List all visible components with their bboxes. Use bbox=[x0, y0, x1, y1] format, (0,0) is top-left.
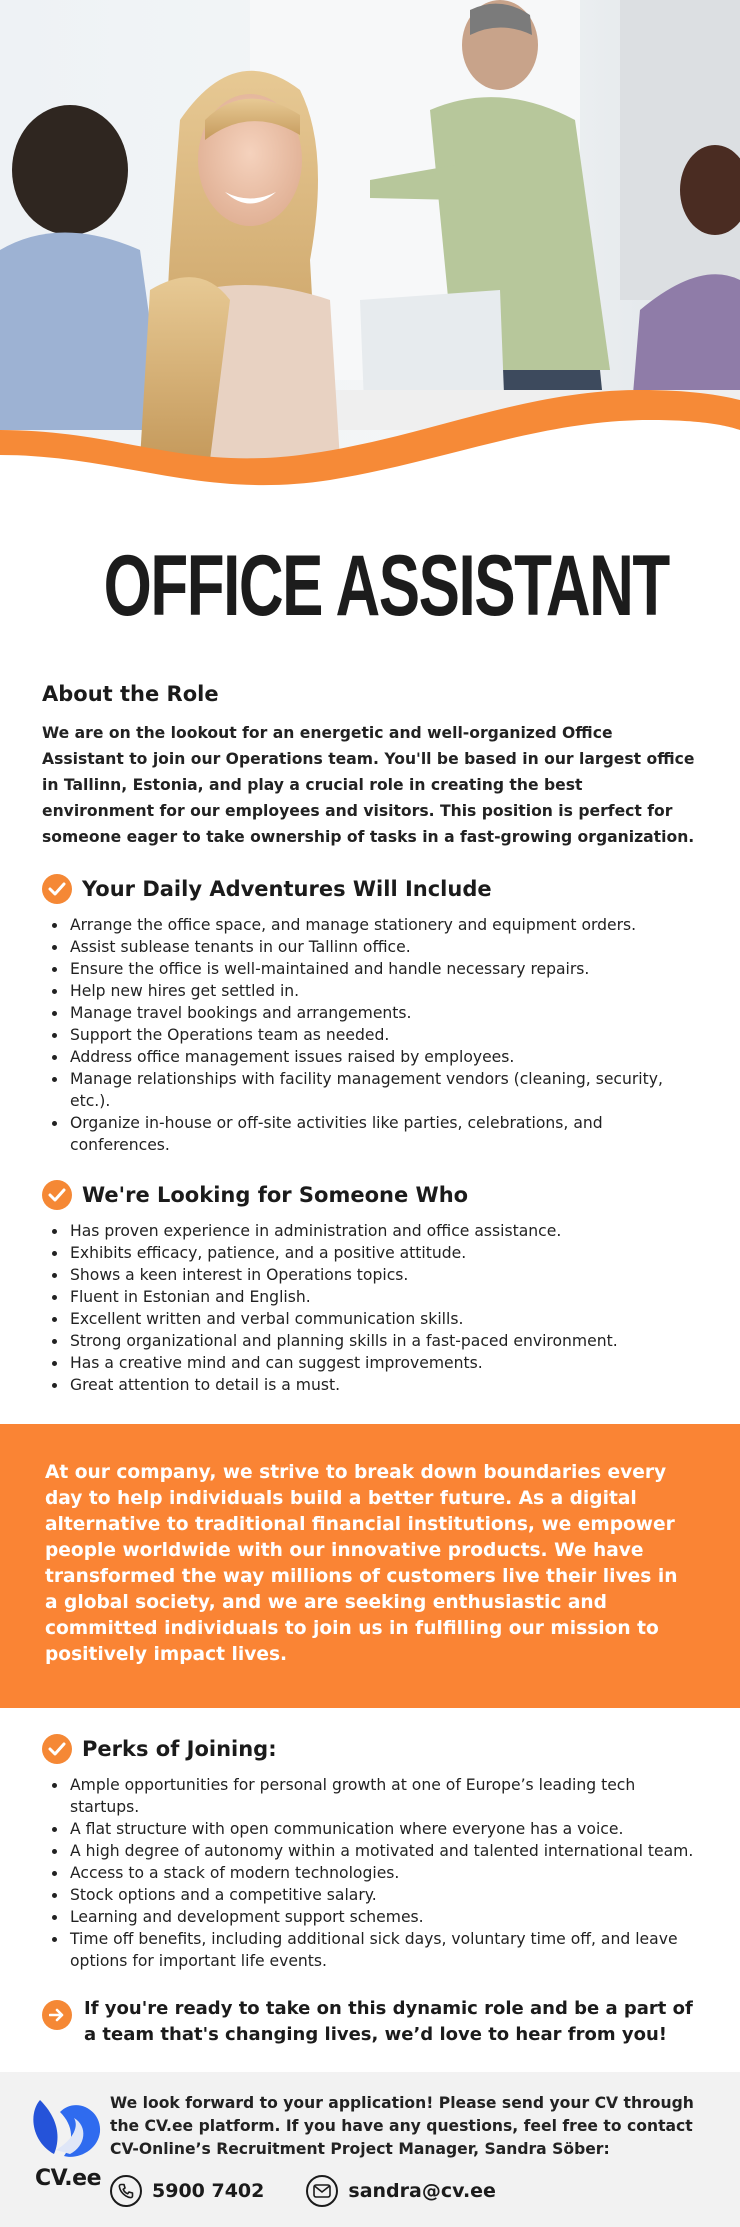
cv-ee-logo-mark bbox=[30, 2092, 106, 2164]
cta-text: If you're ready to take on this dynamic role and be a part of a team that's changing lives, we’d love to hear from you! bbox=[84, 1998, 693, 2045]
adventures-header bbox=[42, 874, 698, 904]
looking-for-heading: We're Looking for Someone Who bbox=[82, 1183, 469, 1207]
phone-contact[interactable] bbox=[110, 2175, 264, 2207]
perks-list bbox=[42, 1774, 698, 1972]
looking-for-header bbox=[42, 1180, 698, 1210]
list-item: Fluent in Estonian and English. bbox=[42, 1286, 698, 1308]
list-item: A high degree of autonomy within a motivated and talented international team. bbox=[42, 1840, 698, 1862]
contact-row bbox=[110, 2175, 710, 2207]
list-item: Shows a keen interest in Operations topics. bbox=[42, 1264, 698, 1286]
phone-number: 5900 7402 bbox=[152, 2180, 265, 2202]
list-item: Stock options and a competitive salary. bbox=[42, 1884, 698, 1906]
list-item: Time off benefits, including additional sick days, voluntary time off, and leave options for important life events. bbox=[42, 1928, 698, 1972]
list-item: Help new hires get settled in. bbox=[42, 980, 698, 1002]
list-item: Strong organizational and planning skills in a fast-paced environment. bbox=[42, 1330, 698, 1352]
list-item: Support the Operations team as needed. bbox=[42, 1024, 698, 1046]
list-item: Assist sublease tenants in our Tallinn office. bbox=[42, 936, 698, 958]
about-heading: About the Role bbox=[42, 682, 219, 706]
about-text: We are on the lookout for an energetic and well-organized Office Assistant to join our Operations team. You'll be based in our largest office in Tallinn, Estonia, and play a crucial role in creating the best environment for our employees and visitors. This position is perfect for someone eager to take ownership of tasks in a fast-growing organization. bbox=[42, 724, 695, 846]
list-item: Excellent written and verbal communication skills. bbox=[42, 1308, 698, 1330]
list-item: Ensure the office is well-maintained and handle necessary repairs. bbox=[42, 958, 698, 980]
cv-ee-logo bbox=[30, 2092, 106, 2227]
list-item: Has proven experience in administration and office assistance. bbox=[42, 1220, 698, 1242]
call-to-action bbox=[0, 1996, 740, 2048]
perks-header bbox=[42, 1734, 698, 1764]
check-circle-icon bbox=[42, 1180, 72, 1210]
arrow-right-circle-icon bbox=[42, 2000, 72, 2030]
list-item: Manage travel bookings and arrangements. bbox=[42, 1002, 698, 1024]
list-item: Access to a stack of modern technologies. bbox=[42, 1862, 698, 1884]
email-address: sandra@cv.ee bbox=[348, 2180, 496, 2202]
list-item: Manage relationships with facility management vendors (cleaning, security, etc.). bbox=[42, 1068, 698, 1112]
phone-icon bbox=[110, 2175, 142, 2207]
list-item: Organize in-house or off-site activities like parties, celebrations, and conferences. bbox=[42, 1112, 698, 1156]
adventures-heading: Your Daily Adventures Will Include bbox=[82, 877, 492, 901]
page-title: OFFICE ASSISTANT bbox=[103, 538, 669, 634]
perks-heading: Perks of Joining: bbox=[82, 1737, 277, 1761]
check-circle-icon bbox=[42, 1734, 72, 1764]
list-item: Has a creative mind and can suggest improvements. bbox=[42, 1352, 698, 1374]
check-circle-icon bbox=[42, 874, 72, 904]
footer-text: We look forward to your application! Please send your CV through the CV.ee platform. If you have any questions, feel free to contact CV-Online’s Recruitment Project Manager, Sandra Söber: bbox=[110, 2094, 694, 2158]
looking-for-list bbox=[42, 1220, 698, 1396]
list-item: Ample opportunities for personal growth at one of Europe’s leading tech startups. bbox=[42, 1774, 698, 1818]
email-contact[interactable] bbox=[306, 2175, 496, 2207]
orange-wave-divider bbox=[0, 360, 740, 510]
list-item: Great attention to detail is a must. bbox=[42, 1374, 698, 1396]
footer bbox=[0, 2072, 740, 2227]
list-item: Arrange the office space, and manage stationery and equipment orders. bbox=[42, 914, 698, 936]
list-item: Exhibits efficacy, patience, and a positive attitude. bbox=[42, 1242, 698, 1264]
list-item: A flat structure with open communication where everyone has a voice. bbox=[42, 1818, 698, 1840]
adventures-list bbox=[42, 914, 698, 1156]
list-item: Address office management issues raised by employees. bbox=[42, 1046, 698, 1068]
envelope-icon bbox=[306, 2175, 338, 2207]
hero-photo bbox=[0, 0, 740, 510]
list-item: Learning and development support schemes. bbox=[42, 1906, 698, 1928]
company-mission-band bbox=[0, 1424, 740, 1708]
logo-text: CV.ee bbox=[34, 2166, 102, 2191]
company-text: At our company, we strive to break down boundaries every day to help individuals build a better future. As a digital alternative to traditional financial institutions, we empower people worldwide with our innovative products. We have transformed the way millions of customers live their lives in a global society, and we are seeking enthusiastic and committed individuals to join us in fulfilling our mission to positively impact lives. bbox=[45, 1462, 678, 1665]
